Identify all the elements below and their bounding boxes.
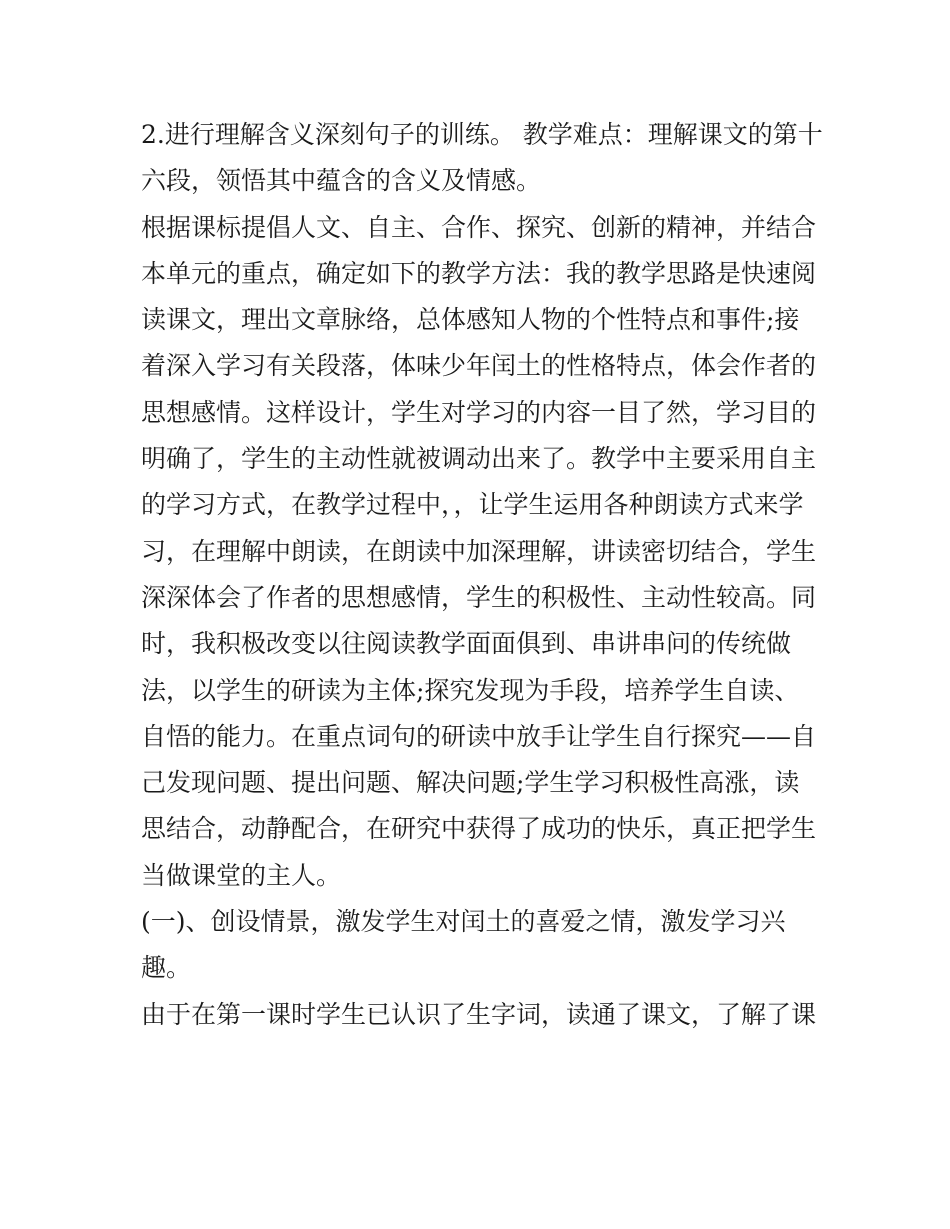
text-line: 由于在第一课时学生已认识了生字词，读通了课文，了解了课 [141, 999, 817, 1029]
text-line: 法，以学生的研读为主体;探究发现为手段，培养学生自读、 [141, 675, 800, 705]
document-body [141, 112, 823, 1038]
text-line: 根据课标提倡人文、自主、合作、探究、创新的精神，并结合 [141, 212, 817, 242]
text-line: 思结合，动静配合，在研究中获得了成功的快乐，真正把学生 [141, 814, 817, 844]
text-line: 当做课堂的主人。 [141, 860, 342, 890]
text-line: 己发现问题、提出问题、解决问题;学生学习积极性高涨，读 [141, 768, 800, 798]
text-line: 2.进行理解含义深刻句子的训练。 教学难点：理解课文的第十 [141, 120, 823, 149]
text-line: (一)、创设情景，激发学生对闰土的喜爱之情，激发学习兴 [141, 907, 786, 937]
text-line: 明确了，学生的主动性就被调动出来了。教学中主要采用自主 [141, 444, 817, 474]
text-line: 习，在理解中朗读，在朗读中加深理解，讲读密切结合，学生 [141, 536, 817, 566]
text-line: 深深体会了作者的思想感情，学生的积极性、主动性较高。同 [141, 582, 817, 612]
text-line: 趣。 [141, 953, 192, 983]
text-line: 着深入学习有关段落，体味少年闰土的性格特点，体会作者的 [141, 351, 817, 381]
text-line: 思想感情。这样设计，学生对学习的内容一目了然，学习目的 [141, 397, 817, 427]
text-line: 时，我积极改变以往阅读教学面面俱到、串讲串问的传统做 [141, 629, 792, 659]
text-line: 自悟的能力。在重点词句的研读中放手让学生自行探究——自 [141, 721, 817, 751]
text-line: 六段，领悟其中蕴含的含义及情感。 [141, 166, 542, 196]
text-line: 的学习方式，在教学过程中，，让学生运用各种朗读方式来学 [141, 490, 804, 520]
text-line: 本单元的重点，确定如下的教学方法：我的教学思路是快速阅 [141, 258, 817, 288]
text-line: 读课文，理出文章脉络，总体感知人物的个性特点和事件;接 [141, 305, 800, 335]
